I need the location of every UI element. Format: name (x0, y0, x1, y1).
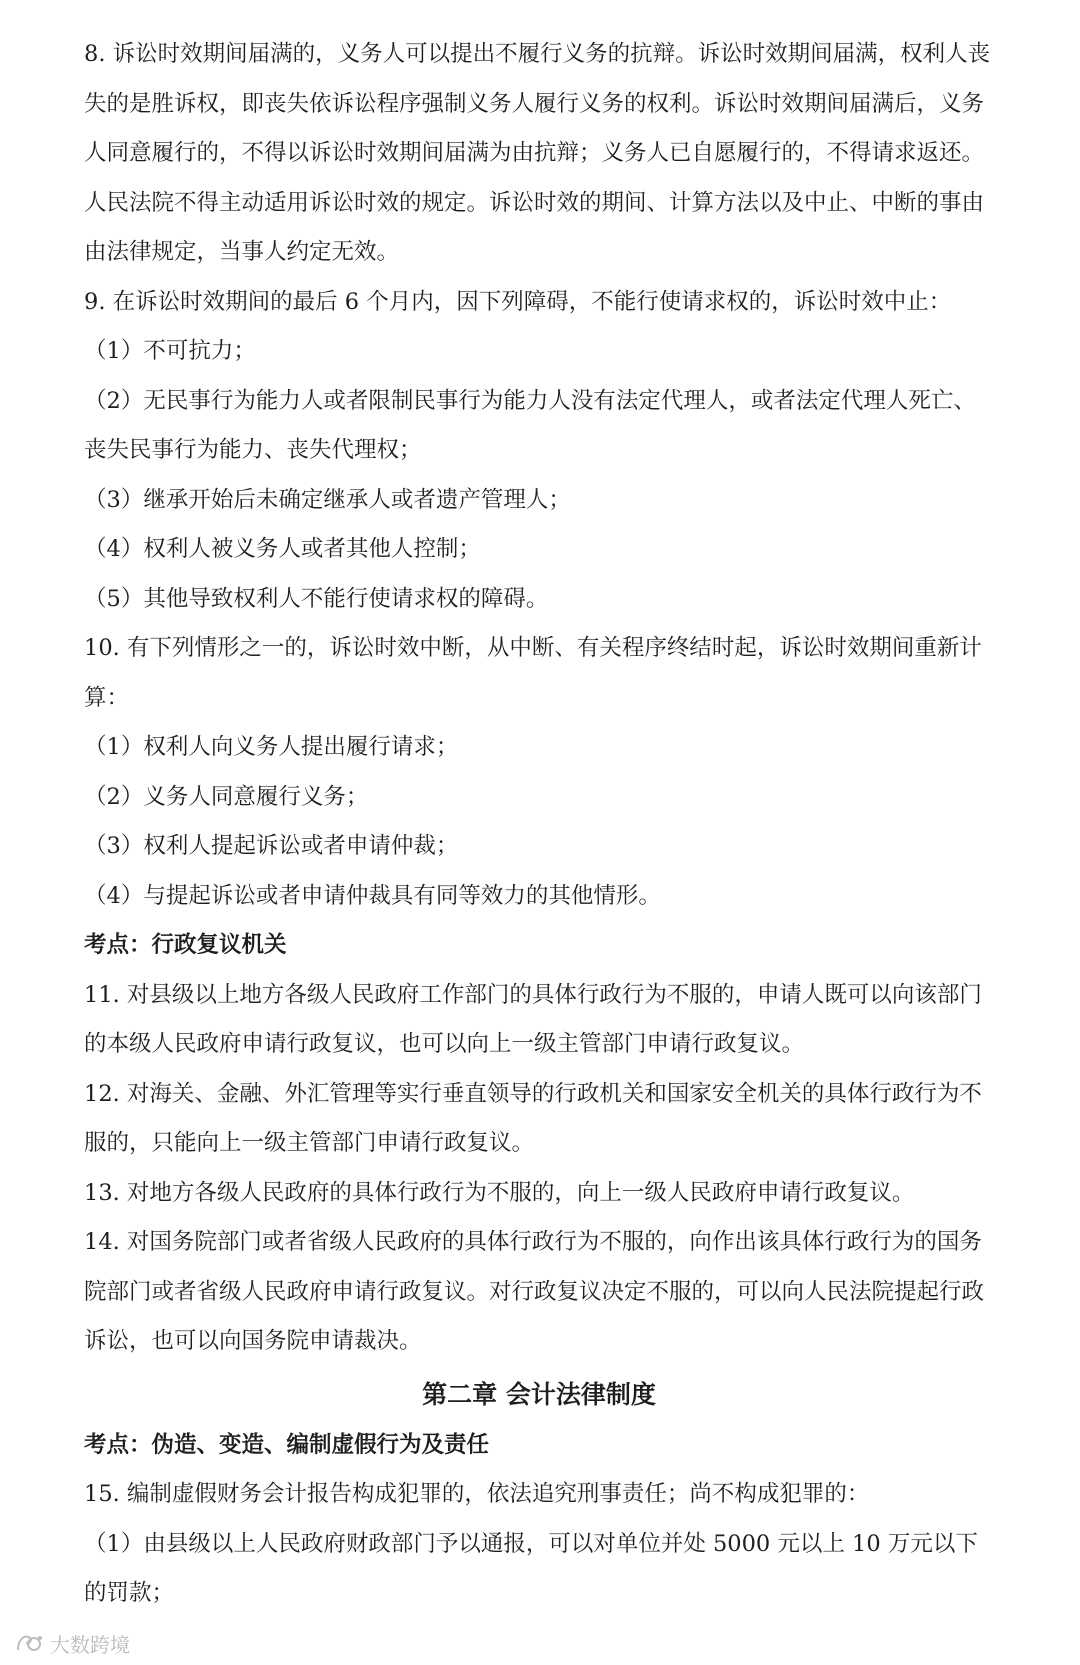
section-heading-falsification: 考点：伪造、变造、编制虚假行为及责任 (84, 1431, 490, 1458)
document-body (84, 30, 994, 1619)
paragraph-10: 10. 有下列情形之一的，诉讼时效中断，从中断、有关程序终结时起，诉讼时效期间重新计算： (84, 635, 982, 711)
chapter-title: 第二章 会计法律制度 (422, 1379, 656, 1409)
brand-logo-icon (14, 1630, 44, 1656)
paragraph-10-item-1: （1）权利人向义务人提出履行请求； (84, 734, 459, 760)
paragraph-12: 12. 对海关、金融、外汇管理等实行垂直领导的行政机关和国家安全机关的具体行政行为不服的，只能向上一级主管部门申请行政复议。 (84, 1080, 982, 1156)
paragraph-8: 8. 诉讼时效期间届满的，义务人可以提出不履行义务的抗辩。诉讼时效期间届满，权利人丧失的是胜诉权，即丧失依诉讼程序强制义务人履行义务的权利。诉讼时效期间届满后，义务人同意履行的，不得以诉讼时效期间届满为由抗辩；义务人已自愿履行的，不得请求返还。人民法院不得主动适用诉讼时效的规定。诉讼时效的期间、计算方法以及中止、中断的事由由法律规定，当事人约定无效。 (84, 41, 991, 265)
paragraph-10-item-3: （3）权利人提起诉讼或者申请仲裁； (84, 833, 459, 859)
watermark-text: 大数跨境 (50, 1632, 130, 1657)
paragraph-15: 15. 编制虚假财务会计报告构成犯罪的，依法追究刑事责任；尚不构成犯罪的： (84, 1481, 870, 1507)
paragraph-9: 9. 在诉讼时效期间的最后 6 个月内，因下列障碍，不能行使请求权的，诉讼时效中止： (84, 288, 952, 315)
paragraph-13: 13. 对地方各级人民政府的具体行政行为不服的，向上一级人民政府申请行政复议。 (84, 1179, 915, 1206)
paragraph-11: 11. 对县级以上地方各级人民政府工作部门的具体行政行为不服的，申请人既可以向该部门的本级人民政府申请行政复议，也可以向上一级主管部门申请行政复议。 (84, 981, 982, 1057)
paragraph-9-item-4: （4）权利人被义务人或者其他人控制； (84, 536, 481, 562)
section-heading-review-authority: 考点：行政复议机关 (84, 932, 287, 958)
paragraph-15-item-1: （1）由县级以上人民政府财政部门予以通报，可以对单位并处 5000 元以上 10 万元以下的罚款； (84, 1530, 978, 1606)
paragraph-10-item-4: （4）与提起诉讼或者申请仲裁具有同等效力的其他情形。 (84, 882, 661, 909)
paragraph-14: 14. 对国务院部门或者省级人民政府的具体行政行为不服的，向作出该具体行政行为的国务院部门或者省级人民政府申请行政复议。对行政复议决定不服的，可以向人民法院提起行政诉讼，也可以向国务院申请裁决。 (84, 1229, 985, 1354)
paragraph-9-item-5: （5）其他导致权利人不能行使请求权的障碍。 (84, 585, 549, 612)
paragraph-10-item-2: （2）义务人同意履行义务； (84, 783, 369, 810)
paragraph-9-item-1: （1）不可抗力； (84, 338, 256, 364)
watermark (14, 1628, 130, 1658)
paragraph-9-item-2: （2）无民事行为能力人或者限制民事行为能力人没有法定代理人，或者法定代理人死亡、丧失民事行为能力、丧失代理权； (84, 387, 976, 463)
paragraph-9-item-3: （3）继承开始后未确定继承人或者遗产管理人； (84, 486, 571, 513)
